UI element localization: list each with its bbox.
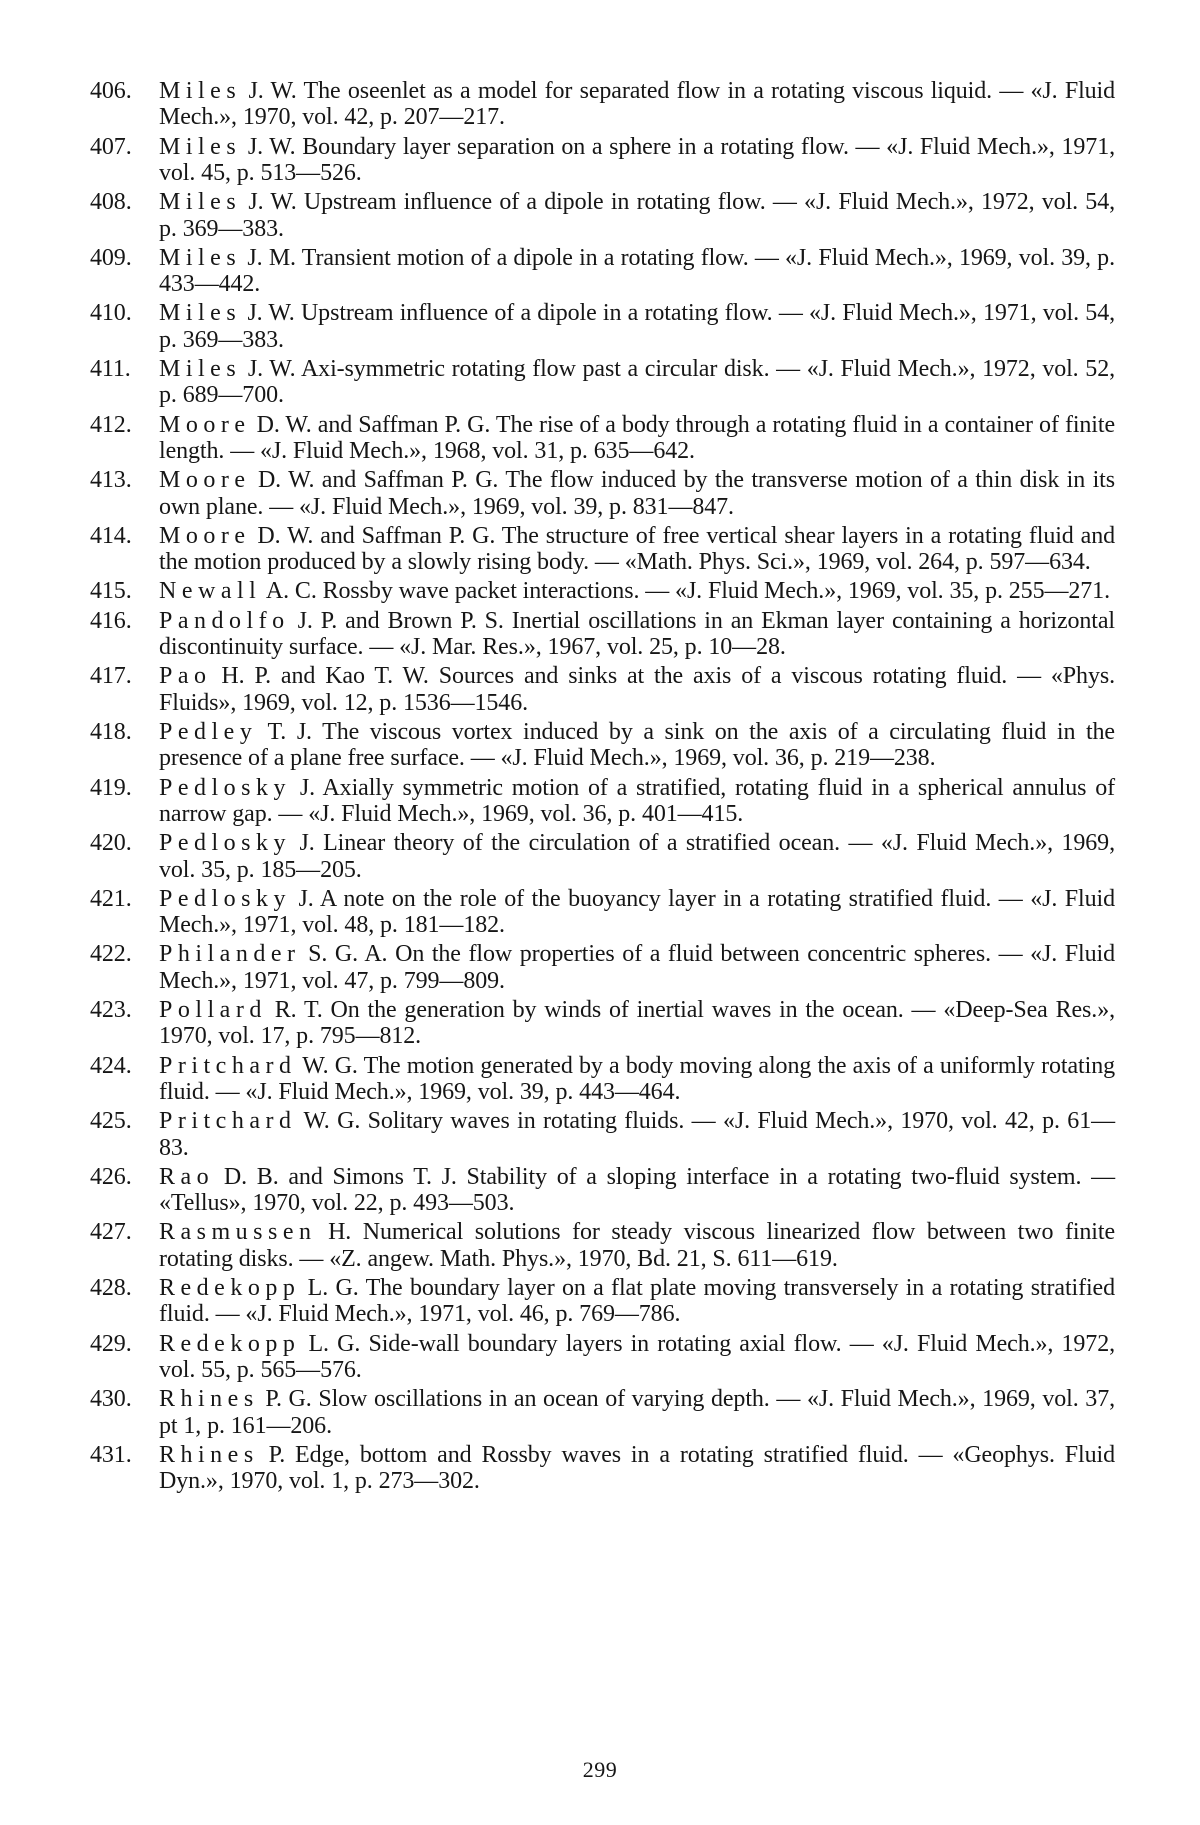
reference-number: 407.: [90, 134, 156, 160]
page-number: 299: [0, 1757, 1200, 1783]
reference-author: Pedlosky: [159, 886, 291, 912]
reference-number: 427.: [90, 1219, 156, 1245]
reference-author: Miles: [159, 356, 241, 382]
reference-item: [130, 1219, 1115, 1272]
reference-text: J. A note on the role of the buoyancy layer in a rotating stratified fluid. — «J. Fluid Mech.», 1971, vol. 48, p. 181—182.: [159, 886, 1115, 938]
reference-item: [130, 1164, 1115, 1217]
reference-number: 425.: [90, 1108, 156, 1134]
reference-number: 406.: [90, 78, 156, 104]
reference-item: [130, 1053, 1115, 1106]
reference-author: Pao: [159, 663, 212, 689]
reference-text: W. G. The motion generated by a body moving along the axis of a uniformly rotating fluid. — «J. Fluid Mech.», 1969, vol. 39, p. 443—464.: [159, 1053, 1115, 1105]
reference-item: [130, 245, 1115, 298]
reference-number: 412.: [90, 412, 156, 438]
reference-text: S. G. A. On the flow properties of a fluid between concentric spheres. — «J. Fluid Mech.», 1971, vol. 47, p. 799—809.: [159, 941, 1115, 993]
reference-number: 416.: [90, 608, 156, 634]
reference-text: D. W. and Saffman P. G. The rise of a body through a rotating fluid in a container of finite length. — «J. Fluid Mech.», 1968, vol. 31, p. 635—642.: [159, 412, 1115, 464]
reference-text: J. Axially symmetric motion of a stratified, rotating fluid in a spherical annulus of narrow gap. — «J. Fluid Mech.», 1969, vol. 36, p. 401—415.: [159, 775, 1115, 827]
reference-item: [130, 719, 1115, 772]
reference-item: [130, 356, 1115, 409]
reference-text: J. Linear theory of the circulation of a stratified ocean. — «J. Fluid Mech.», 1969, vol. 35, p. 185—205.: [159, 830, 1115, 882]
reference-list: [130, 78, 1115, 1495]
reference-number: 423.: [90, 997, 156, 1023]
reference-text: J. P. and Brown P. S. Inertial oscillations in an Ekman layer containing a horizontal discontinuity surface. — «J. Mar. Res.», 1967, vol. 25, p. 10—28.: [159, 608, 1115, 660]
reference-number: 413.: [90, 467, 156, 493]
reference-author: Pritchard: [159, 1108, 296, 1134]
reference-text: D. W. and Saffman P. G. The structure of free vertical shear layers in a rotating fluid and the motion produced by a slowly rising body. — «Math. Phys. Sci.», 1969, vol. 264, p. 597—634.: [159, 523, 1115, 575]
reference-text: H. Numerical solutions for steady viscous linearized flow between two finite rotating disks. — «Z. angew. Math. Phys.», 1970, Bd. 21, S. 611—619.: [159, 1219, 1115, 1271]
reference-text: T. J. The viscous vortex induced by a sink on the axis of a circulating fluid in the presence of a plane free surface. — «J. Fluid Mech.», 1969, vol. 36, p. 219—238.: [159, 719, 1115, 771]
reference-author: Pollard: [159, 997, 267, 1023]
reference-author: Rhines: [159, 1442, 259, 1468]
reference-item: [130, 663, 1115, 716]
reference-item: [130, 608, 1115, 661]
reference-text: P. Edge, bottom and Rossby waves in a rotating stratified fluid. — «Geophys. Fluid Dyn.», 1970, vol. 1, p. 273—302.: [159, 1442, 1115, 1494]
reference-author: Miles: [159, 245, 241, 271]
reference-item: [130, 1442, 1115, 1495]
reference-text: J. W. Axi-symmetric rotating flow past a circular disk. — «J. Fluid Mech.», 1972, vol. 52, p. 689—700.: [159, 356, 1115, 408]
reference-item: [130, 467, 1115, 520]
reference-text: J. W. Upstream influence of a dipole in rotating flow. — «J. Fluid Mech.», 1972, vol. 54, p. 369—383.: [159, 189, 1115, 241]
reference-number: 422.: [90, 941, 156, 967]
reference-text: D. B. and Simons T. J. Stability of a sloping interface in a rotating two-fluid system. — «Tellus», 1970, vol. 22, p. 493—503.: [159, 1164, 1115, 1216]
reference-author: Pedley: [159, 719, 257, 745]
reference-item: [130, 830, 1115, 883]
reference-item: [130, 134, 1115, 187]
reference-text: L. G. Side-wall boundary layers in rotating axial flow. — «J. Fluid Mech.», 1972, vol. 55, p. 565—576.: [159, 1331, 1115, 1383]
reference-text: J. M. Transient motion of a dipole in a rotating flow. — «J. Fluid Mech.», 1969, vol. 39, p. 433—442.: [159, 245, 1115, 297]
reference-item: [130, 189, 1115, 242]
reference-author: Moore: [159, 523, 250, 549]
reference-author: Rasmussen: [159, 1219, 317, 1245]
reference-number: 431.: [90, 1442, 156, 1468]
reference-number: 419.: [90, 775, 156, 801]
reference-text: W. G. Solitary waves in rotating fluids. — «J. Fluid Mech.», 1970, vol. 42, p. 61—83.: [159, 1108, 1115, 1160]
reference-item: [130, 1108, 1115, 1161]
reference-number: 420.: [90, 830, 156, 856]
reference-text: D. W. and Saffman P. G. The flow induced by the transverse motion of a thin disk in its own plane. — «J. Fluid Mech.», 1969, vol. 39, p. 831—847.: [159, 467, 1115, 519]
reference-text: J. W. Boundary layer separation on a sphere in a rotating flow. — «J. Fluid Mech.», 1971, vol. 45, p. 513—526.: [159, 134, 1115, 186]
reference-author: Miles: [159, 78, 241, 104]
reference-number: 415.: [90, 578, 156, 604]
reference-number: 408.: [90, 189, 156, 215]
reference-author: Moore: [159, 467, 250, 493]
reference-number: 409.: [90, 245, 156, 271]
reference-author: Moore: [159, 412, 250, 438]
reference-number: 429.: [90, 1331, 156, 1357]
reference-text: A. C. Rossby wave packet interactions. — «J. Fluid Mech.», 1969, vol. 35, p. 255—271.: [261, 578, 1110, 604]
reference-author: Miles: [159, 134, 241, 160]
reference-item: [130, 412, 1115, 465]
reference-text: R. T. On the generation by winds of inertial waves in the ocean. — «Deep-Sea Res.», 1970, vol. 17, p. 795—812.: [159, 997, 1115, 1049]
reference-text: J. W. The oseenlet as a model for separated flow in a rotating viscous liquid. — «J. Fluid Mech.», 1970, vol. 42, p. 207—217.: [159, 78, 1115, 130]
reference-author: Rao: [159, 1164, 214, 1190]
reference-item: [130, 775, 1115, 828]
reference-text: P. G. Slow oscillations in an ocean of varying depth. — «J. Fluid Mech.», 1969, vol. 37, pt 1, p. 161—206.: [159, 1386, 1115, 1438]
reference-text: J. W. Upstream influence of a dipole in a rotating flow. — «J. Fluid Mech.», 1971, vol. 54, p. 369—383.: [159, 300, 1115, 352]
reference-item: [130, 78, 1115, 131]
reference-number: 411.: [90, 356, 156, 382]
reference-number: 426.: [90, 1164, 156, 1190]
reference-text: L. G. The boundary layer on a flat plate moving transversely in a rotating stratified fluid. — «J. Fluid Mech.», 1971, vol. 46, p. 769—786.: [159, 1275, 1115, 1327]
reference-number: 410.: [90, 300, 156, 326]
reference-number: 414.: [90, 523, 156, 549]
reference-item: [130, 886, 1115, 939]
reference-item: [130, 300, 1115, 353]
reference-number: 430.: [90, 1386, 156, 1412]
reference-author: Redekopp: [159, 1275, 300, 1301]
reference-text: H. P. and Kao T. W. Sources and sinks at the axis of a viscous rotating fluid. — «Phys. Fluids», 1969, vol. 12, p. 1536—1546.: [159, 663, 1115, 715]
reference-number: 428.: [90, 1275, 156, 1301]
reference-item: [130, 578, 1115, 604]
reference-number: 421.: [90, 886, 156, 912]
reference-author: Pandolfo: [159, 608, 290, 634]
reference-item: [130, 941, 1115, 994]
reference-author: Miles: [159, 300, 241, 326]
reference-author: Philander: [159, 941, 300, 967]
reference-item: [130, 997, 1115, 1050]
reference-author: Miles: [159, 189, 241, 215]
reference-number: 418.: [90, 719, 156, 745]
reference-item: [130, 523, 1115, 576]
reference-author: Pedlosky: [159, 775, 291, 801]
reference-item: [130, 1275, 1115, 1328]
reference-number: 424.: [90, 1053, 156, 1079]
reference-author: Pritchard: [159, 1053, 296, 1079]
reference-item: [130, 1331, 1115, 1384]
reference-author: Newall: [159, 578, 261, 604]
reference-number: 417.: [90, 663, 156, 689]
bibliography-page: [130, 78, 1115, 1497]
reference-author: Rhines: [159, 1386, 259, 1412]
reference-author: Redekopp: [159, 1331, 300, 1357]
reference-author: Pedlosky: [159, 830, 291, 856]
reference-item: [130, 1386, 1115, 1439]
